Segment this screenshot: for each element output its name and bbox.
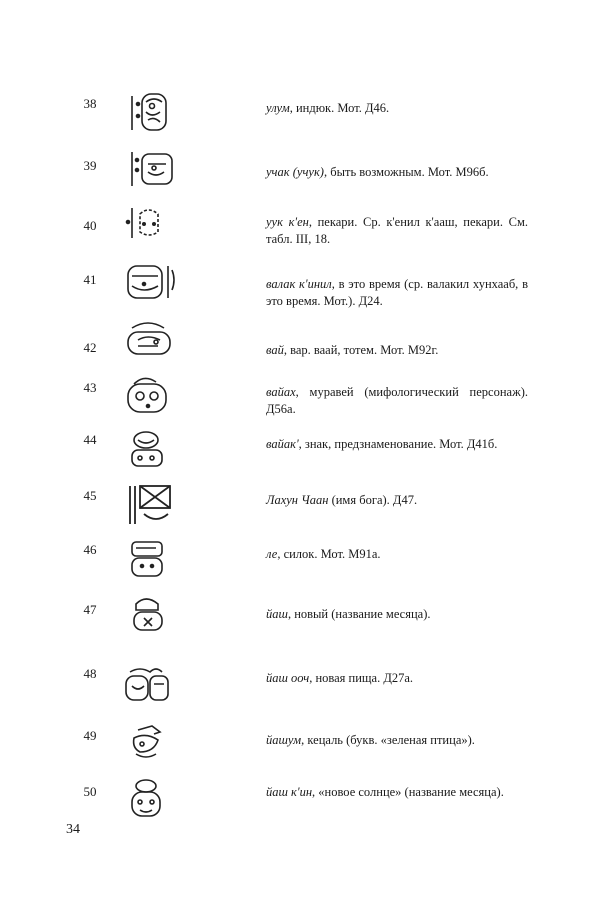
maya-word: йашум — [266, 733, 302, 747]
entry-number: 39 — [83, 158, 97, 173]
definition: , кецаль (букв. «зеленая птица»). — [301, 733, 475, 747]
entry-number: 43 — [83, 380, 97, 395]
maya-glyph-icon — [124, 722, 182, 766]
definition: , муравей (мифологический персонаж). Д56а. — [266, 385, 528, 416]
maya-word: йаш ооч — [266, 671, 310, 685]
maya-word: вай — [266, 343, 284, 357]
maya-word: йаш к'ин — [266, 785, 313, 799]
entry-number: 49 — [83, 728, 97, 743]
entry-text — [266, 670, 528, 687]
entry-text — [266, 606, 528, 623]
maya-glyph-icon — [124, 204, 182, 248]
entry-text — [266, 164, 528, 181]
maya-word: улум — [266, 101, 290, 115]
entry-text — [266, 546, 528, 563]
entry-text — [266, 732, 528, 749]
entry-number: 41 — [83, 272, 97, 287]
maya-glyph-icon — [124, 148, 182, 192]
maya-word: валак к'инил — [266, 277, 332, 291]
definition: (имя бога). Д47. — [328, 493, 418, 507]
maya-word: вайах — [266, 385, 296, 399]
maya-word: уук к'ен — [266, 215, 309, 229]
maya-glyph-icon — [124, 374, 182, 418]
maya-word: йаш — [266, 607, 288, 621]
entry-number: 45 — [83, 488, 97, 503]
maya-glyph-icon — [124, 428, 182, 472]
maya-glyph-icon — [124, 320, 182, 364]
entry-number: 40 — [83, 218, 97, 233]
definition: , новая пища. Д27а. — [309, 671, 414, 685]
entry-text — [266, 214, 528, 248]
entry-text — [266, 276, 528, 310]
entry-number: 47 — [83, 602, 97, 617]
maya-glyph-icon — [124, 664, 182, 708]
entry-number: 42 — [83, 340, 97, 355]
definition: , новый (название месяца). — [287, 607, 431, 621]
maya-word: ле — [266, 547, 278, 561]
maya-glyph-icon — [124, 484, 182, 528]
entry-text — [266, 100, 528, 117]
entry-text — [266, 492, 528, 509]
definition: , знак, предзнаменование. Мот. Д41б. — [298, 437, 498, 451]
maya-word: учак (учук) — [266, 165, 324, 179]
definition: , «новое солнце» (название месяца). — [312, 785, 504, 799]
entry-number: 48 — [83, 666, 97, 681]
entry-text — [266, 342, 528, 359]
maya-glyph-icon — [124, 90, 182, 134]
definition: , силок. Мот. М91а. — [277, 547, 381, 561]
maya-word: Лахун Чаан — [266, 493, 329, 507]
page-number: 34 — [66, 822, 80, 837]
definition: , быть возможным. Мот. М96б. — [323, 165, 489, 179]
maya-glyph-icon — [124, 538, 182, 582]
maya-glyph-icon — [124, 594, 182, 638]
definition: , индюк. Мот. Д46. — [289, 101, 390, 115]
entry-number: 38 — [83, 96, 97, 111]
entry-text — [266, 436, 528, 453]
entry-text — [266, 784, 528, 801]
maya-glyph-icon — [124, 262, 182, 306]
definition: , пекари. Ср. к'енил к'ааш, пекари. См. табл. III, 18. — [266, 215, 529, 246]
entry-number: 46 — [83, 542, 97, 557]
maya-word: вайак' — [266, 437, 299, 451]
definition: , в это время (ср. валакил хунхааб, в это время. Мот.). Д24. — [266, 277, 528, 308]
entry-number: 44 — [83, 432, 97, 447]
entry-number: 50 — [83, 784, 97, 799]
maya-glyph-icon — [124, 776, 182, 820]
entry-text — [266, 384, 528, 418]
definition: , вар. ваай, тотем. Мот. М92г. — [283, 343, 439, 357]
